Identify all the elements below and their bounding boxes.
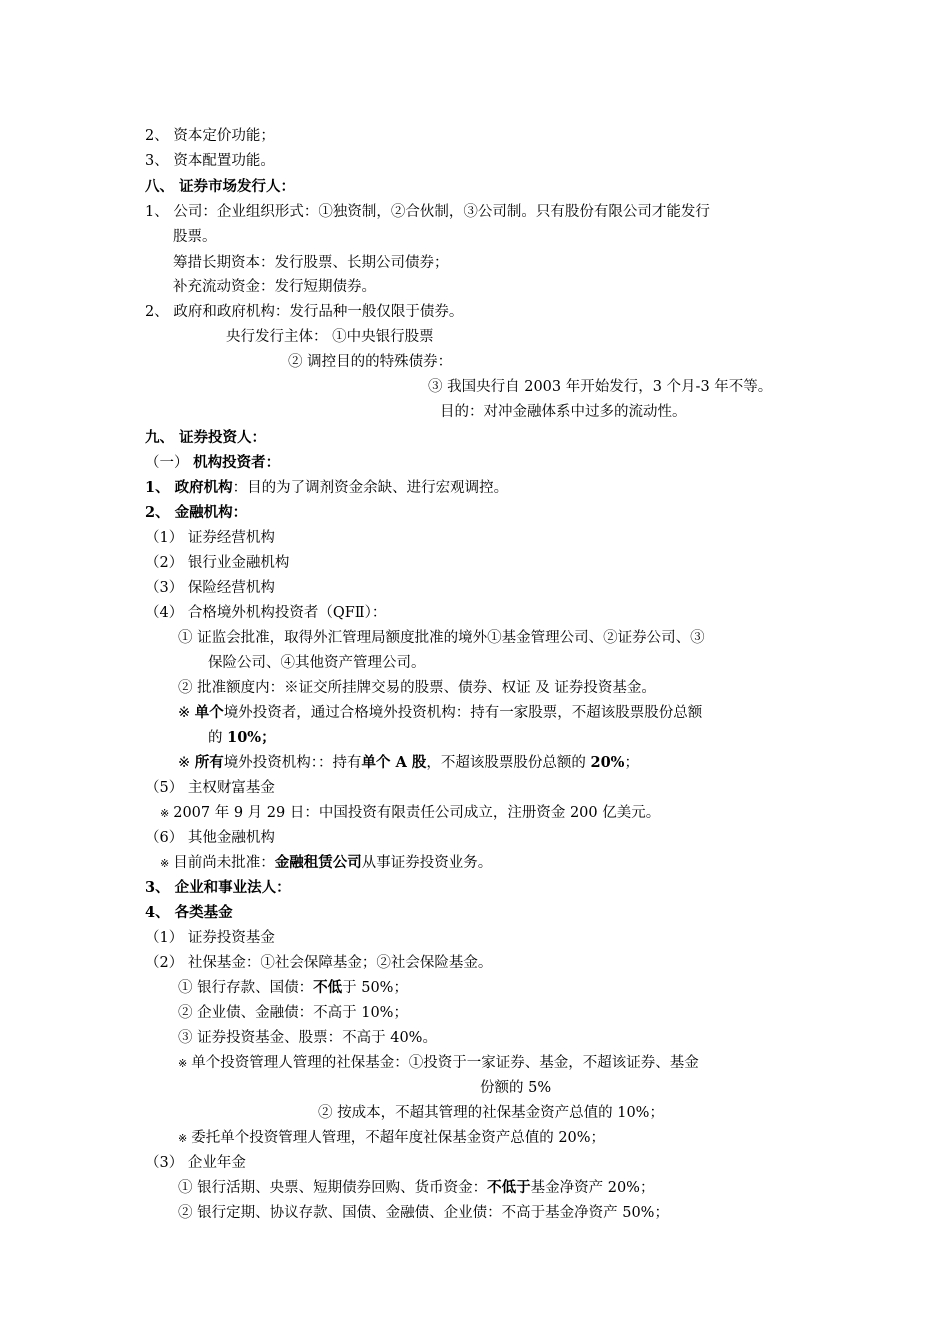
text-span: 单个投资管理人管理的社保基金：①投资于一家证券、基金，不超该证券、基金 [191,1055,699,1071]
text-span: 2007 年 9 月 29 日：中国投资有限责任公司成立，注册资金 200 亿美元。 [173,805,661,821]
text-line [178,1178,654,1198]
text-line: 3、 企业和事业法人： [145,879,291,896]
text-line [178,1128,605,1149]
text-span: 不低于 [487,1179,531,1196]
text-span: 10%； [227,729,276,746]
text-span: （一） [145,455,194,471]
text-line: 补充流动资金：发行短期债券。 [173,279,376,295]
text-span: ※ [178,705,195,721]
text-line: 筹措长期资本：发行股票、长期公司债券； [173,255,449,271]
text-line [145,478,508,498]
text-span: ； [624,755,639,771]
text-line: （3） 保险经营机构 [145,580,275,596]
text-span: 委托单个投资管理人管理，不超年度社保基金资产总值的 20%； [191,1130,606,1146]
text-span: 单个 [194,704,224,721]
text-span: ，不超该股票股份总额的 [426,755,591,771]
text-line: ① 证监会批准，取得外汇管理局额度批准的境外①基金管理公司、②证券公司、③ [178,630,705,646]
text-line [160,803,660,824]
text-line: 2、 政府和政府机构：发行品种一般仅限于债券。 [145,304,464,320]
text-span: 所有 [194,754,224,771]
text-span: 1、 [145,479,175,496]
text-span: 政府机构 [174,479,233,496]
text-line: ② 按成本，不超其管理的社保基金资产总值的 10%； [318,1105,664,1121]
text-line: 央行发行主体： ①中央银行股票 [226,329,434,345]
reference-mark-icon: ※ [178,1132,188,1145]
text-span: 于 50%； [342,980,408,996]
text-line: （4） 合格境外机构投资者（QFⅡ）： [145,605,387,621]
text-line: ③ 证券投资基金、股票：不高于 40%。 [178,1030,437,1046]
text-line [178,703,702,723]
section-heading: 九、 证券投资人： [145,429,267,446]
text-span: 境外投资机构：：持有 [223,755,362,771]
text-span: ① 银行存款、国债： [178,980,314,996]
text-span: 20% [590,754,625,771]
reference-mark-icon: ※ [178,1057,188,1070]
text-span: 目前尚未批准： [173,855,275,871]
text-span: 境外投资者，通过合格境外投资机构：持有一家股票，不超该股票股份总额 [223,705,703,721]
text-line [178,978,408,998]
text-span: 机构投资者： [193,454,281,471]
text-span: 2、 [145,504,175,521]
text-line: （6） 其他金融机构 [145,830,275,846]
text-line: ② 银行定期、协议存款、国债、金融债、企业债：不高于基金净资产 50%； [178,1205,669,1221]
text-span: 不低 [313,979,343,996]
text-span: ※ [178,755,195,771]
text-span: 金融机构： [174,504,248,521]
text-line [178,753,639,773]
text-line: （2） 社保基金：①社会保障基金；②社会保险基金。 [145,955,493,971]
text-line: 1、 公司：企业组织形式：①独资制，②合伙制，③公司制。只有股份有限公司才能发行 [145,204,710,220]
text-span: 的 [208,730,228,746]
text-line: 份额的 5% [480,1080,552,1096]
text-span: 单个 A 股 [361,754,427,771]
text-line: 股票。 [173,229,217,245]
text-line: （2） 银行业金融机构 [145,555,290,571]
text-line: 2、 资本定价功能； [145,128,275,144]
text-line: （5） 主权财富基金 [145,780,275,796]
text-line [208,728,276,748]
text-line: （1） 证券投资基金 [145,930,275,946]
section-heading: 八、 证券市场发行人： [145,178,296,195]
text-line [178,1053,699,1074]
text-span: ：目的为了调剂资金余缺、进行宏观调控。 [232,480,509,496]
text-span: 金融租赁公司 [274,854,362,871]
text-line: （1） 证券经营机构 [145,530,275,546]
text-line: 4、 各类基金 [145,904,233,921]
reference-mark-icon: ※ [160,807,170,820]
text-line: ② 批准额度内：※证交所挂牌交易的股票、债券、权证 及 证券投资基金。 [178,680,656,696]
text-span: 从事证券投资业务。 [361,855,493,871]
subsection-heading [145,453,280,473]
text-line: 目的：对冲金融体系中过多的流动性。 [440,404,687,420]
text-line [160,853,492,874]
reference-mark-icon: ※ [160,857,170,870]
text-line: ② 调控目的的特殊债券： [288,354,453,370]
text-line: 3、 资本配置功能。 [145,153,275,169]
text-line: ③ 我国央行自 2003 年开始发行，3 个月-3 年不等。 [428,379,773,395]
text-span: 基金净资产 20%； [530,1180,655,1196]
text-line: ② 企业债、金融债：不高于 10%； [178,1005,408,1021]
text-line [145,503,247,523]
text-span: ① 银行活期、央票、短期债券回购、货币资金： [178,1180,488,1196]
text-line: （3） 企业年金 [145,1155,246,1171]
text-line: 保险公司、④其他资产管理公司。 [208,655,426,671]
